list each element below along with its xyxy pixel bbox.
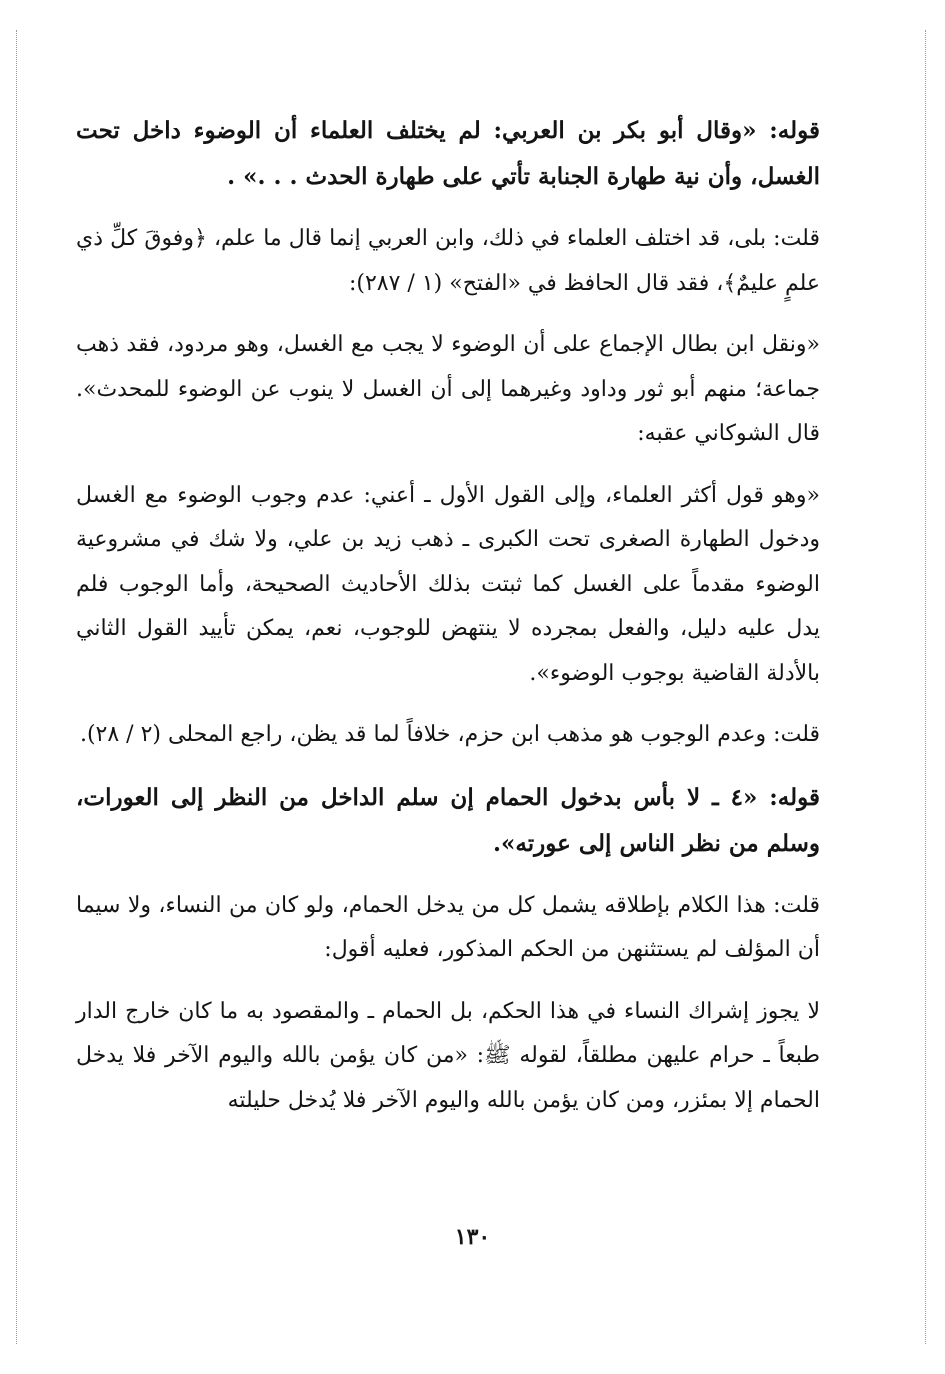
quote-paragraph: قوله: «وقال أبو بكر بن العربي: لم يختلف العلماء أن الوضوء داخل تحت الغسل، وأن نية طهارة الجنابة تأتي على طهارة الحدث . . .» . xyxy=(76,117,820,190)
comment-paragraph: قلت: بلى، قد اختلف العلماء في ذلك، وابن العربي إنما قال ما علم، ﴿وفوقَ كلِّ ذي علمٍ عليمٌ﴾، فقد قال الحافظ في «الفتح» (١ / ٢٨٧): xyxy=(76,226,820,296)
comment-paragraph: قلت: هذا الكلام بإطلاقه يشمل كل من يدخل الحمام، ولو كان من النساء، ولا سيما أن المؤلف لم يستثنهن من الحكم المذكور، فعليه أقول: xyxy=(76,892,820,962)
comment-paragraph: قلت: وعدم الوجوب هو مذهب ابن حزم، خلافاً لما قد يظن، راجع المحلى (٢ / ٢٨). xyxy=(79,722,820,747)
citation-paragraph: «وهو قول أكثر العلماء، وإلى القول الأول ـ أعني: عدم وجوب الوضوء مع الغسل ودخول الطهارة الصغرى تحت الكبرى ـ ذهب زيد بن علي، ولا شك في مشروعية الوضوء مقدماً على الغسل كما ثبتت بذلك الأحاديث الصحيحة، وأما الوجوب فلم يدل عليه دليل، والفعل بمجرده لا ينتهض للوجوب، نعم، يمكن تأييد القول الثاني بالأدلة القاضية بوجوب الوضوء». xyxy=(76,482,820,686)
page-number: ١٣٠ xyxy=(454,1224,491,1250)
comment-paragraph: لا يجوز إشراك النساء في هذا الحكم، بل الحمام ـ والمقصود به ما كان خارج الدار طبعاً ـ حرام عليهن مطلقاً، لقوله ﷺ: «من كان يؤمن بالله واليوم الآخر فلا يدخل الحمام إلا بمئزر، ومن كان يؤمن بالله واليوم الآخر فلا يُدخل حليلته xyxy=(76,998,820,1113)
quote-paragraph: قوله: «٤ ـ لا بأس بدخول الحمام إن سلم الداخل من النظر إلى العورات، وسلم من نظر الناس إلى عورته». xyxy=(76,783,820,857)
scan-edge-left xyxy=(16,30,17,1344)
body-text xyxy=(76,108,820,1140)
citation-paragraph: «ونقل ابن بطال الإجماع على أن الوضوء لا يجب مع الغسل، وهو مردود، فقد ذهب جماعة؛ منهم أبو ثور وداود وغيرهما إلى أن الغسل لا ينوب عن الوضوء للمحدث». قال الشوكاني عقبه: xyxy=(76,332,821,446)
scan-edge-right xyxy=(925,30,926,1344)
